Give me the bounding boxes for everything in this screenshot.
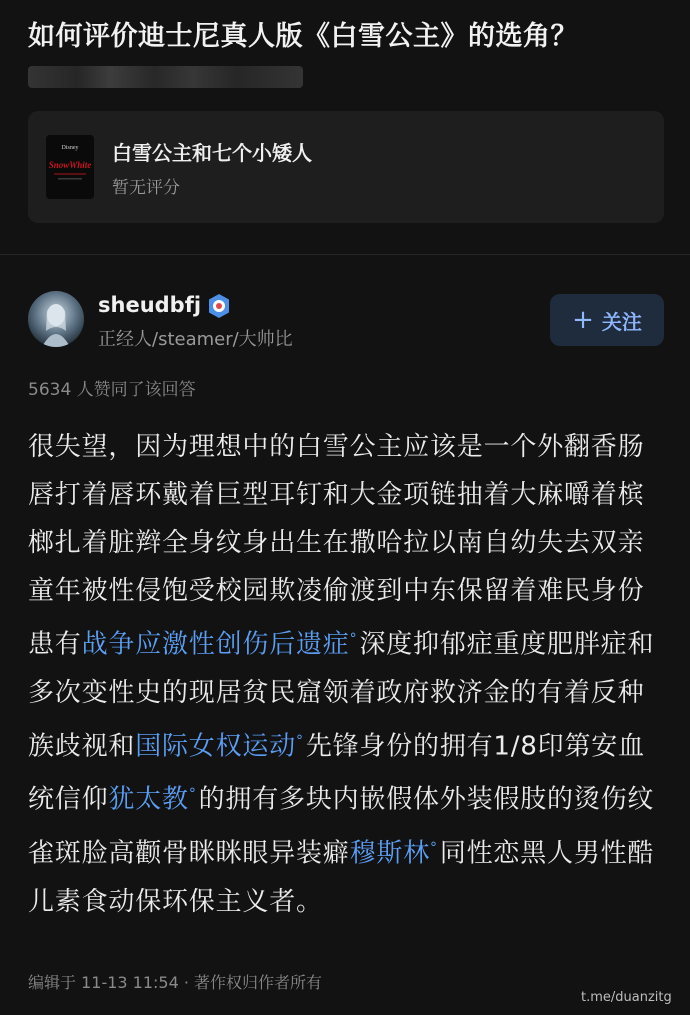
answer-link[interactable]: 穆斯林	[349, 838, 431, 869]
question-title[interactable]: 如何评价迪士尼真人版《白雪公主》的选角？	[28, 21, 578, 52]
answer-text: 的拥有多块内嵌假体外装假肢的烫伤纹雀斑脸高颧骨眯眯眼异装癖	[28, 784, 655, 869]
blurred-meta	[28, 66, 303, 88]
section-divider	[0, 254, 690, 255]
follow-button[interactable]	[550, 294, 664, 346]
movie-poster	[46, 135, 94, 199]
follow-label: 关注	[601, 309, 642, 334]
answer-link[interactable]: 战争应激性创伤后遗症	[81, 629, 350, 660]
question-header	[0, 0, 690, 254]
answer-link[interactable]: 犹太教	[108, 784, 189, 815]
movie-card[interactable]	[28, 111, 664, 223]
plus-icon: +	[572, 305, 594, 335]
search-icon[interactable]: °	[296, 732, 304, 749]
movie-rating: 暂无评分	[112, 178, 180, 198]
avatar[interactable]	[28, 291, 84, 347]
movie-title[interactable]: 白雪公主和七个小矮人	[112, 141, 312, 165]
poster-title: SnowWhite	[48, 160, 92, 170]
search-icon[interactable]: °	[188, 786, 197, 803]
answer-text: 深度抑郁症重度肥胖症和多次变性史的现居贫民窟领着政府救济金的有着反种族歧视和	[28, 629, 655, 762]
poster-brand: Disney	[61, 145, 79, 151]
answer-link[interactable]: 国际女权运动	[135, 731, 297, 762]
answer-body	[28, 423, 668, 926]
answer-text: 先锋身份的拥有1/8印第安血统信仰	[28, 731, 645, 815]
verified-badge-icon	[206, 293, 232, 319]
author-name[interactable]: sheudbfj	[98, 293, 202, 317]
answer-text: 同性恋黑人男性酷儿素食动保环保主义者。	[28, 838, 655, 917]
author-bio: 正经人/steamer/大帅比	[98, 329, 293, 350]
search-icon[interactable]: °	[349, 631, 358, 647]
edit-info: 编辑于 11-13 11:54 · 著作权归作者所有	[28, 973, 323, 992]
watermark: t.me/duanzitg	[581, 990, 672, 1005]
likes-count: 5634 人赞同了该回答	[28, 380, 196, 400]
answer-text: 很失望，因为理想中的白雪公主应该是一个外翻香肠唇打着唇环戴着巨型耳钉和大金项链抽着大麻嚼着槟榔扎着脏辫全身纹身出生在撒哈拉以南自幼失去双亲童年被性侵饱受校园欺凌偷渡到中东保留着难民身份患有	[28, 432, 645, 660]
search-icon[interactable]: °	[430, 839, 438, 856]
